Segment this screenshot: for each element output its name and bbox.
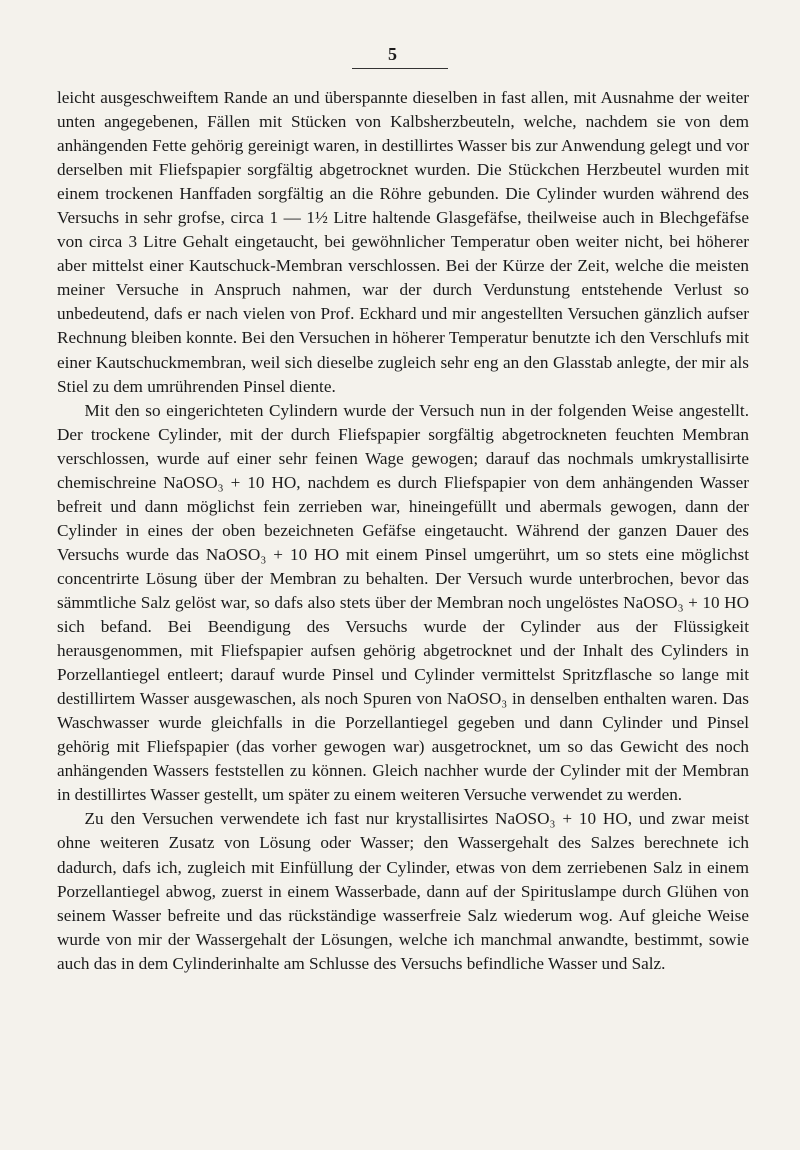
body-text [57,86,749,976]
paragraph-2: Mit den so eingerichteten Cylindern wurde der Versuch nun in der folgenden Weise angestellt. Der trockene Cylinder, mit der durch Fliefspapier sorgfältig abgetrockneten feuchten Membran verschlossen, wurde auf einer sehr feinen Wage gewogen; darauf das nochmals umkrystallisirte chemischreine NaOSO₃ + 10 HO, nachdem es durch Fliefspapier von dem anhängenden Wasser befreit und dann möglichst fein zerrieben war, hineingefüllt und abermals gewogen, dann der Cylinder in eines der oben bezeichneten Gefäfse eingetaucht. Während der ganzen Dauer des Versuchs wurde das NaOSO₃ + 10 HO mit einem Pinsel umgerührt, um so stets eine möglichst concentrirte Lösung über der Membran zu behalten. Der Versuch wurde unterbrochen, bevor das sämmtliche Salz gelöst war, so dafs also stets über der Membran noch ungelöstes NaOSO₃ + 10 HO sich befand. Bei Beendigung des Versuchs wurde der Cylinder aus der Flüssigkeit herausgenommen, mit Fliefspapier aufsen gehörig abgetrocknet und der Inhalt des Cylinders in Porzellantiegel entleert; darauf wurde Pinsel und Cylinder vermittelst Spritzflasche so lange mit destillirtem Wasser ausgewaschen, als noch Spuren von NaOSO₃ in denselben enthalten waren. Das Waschwasser wurde gleichfalls in die Porzellantiegel gegeben und dann Cylinder und Pinsel gehörig mit Fliefspapier (das vorher gewogen war) ausgetrocknet, um so das Gewicht des noch anhängenden Wassers feststellen zu können. Gleich nachher wurde der Cylinder mit der Membran in destillirtes Wasser gestellt, um später zu einem weiteren Versuche verwendet zu werden. [57,400,749,805]
header-rule [352,68,448,69]
paragraph-1: leicht ausgeschweiftem Rande an und überspannte dieselben in fast allen, mit Ausnahme der weiter unten angegebenen, Fällen mit Stücken von Kalbsherzbeuteln, welche, nachdem sie von dem anhängenden Fette gehörig gereinigt waren, in destillirtes Wasser bis zur Anwendung gelegt und vor derselben mit Fliefspapier sorgfältig abgetrocknet wurden. Die Stückchen Herzbeutel wurden mit einem trockenen Hanffaden sorgfältig an die Röhre gebunden. Die Cylinder wurden während des Versuchs in sehr grofse, circa 1 — 1½ Litre haltende Glasgefäfse, theilweise auch in Blechgefäfse von circa 3 Litre Gehalt eingetaucht, bei gewöhnlicher Temperatur oben weiter nicht, bei höherer aber mittelst einer Kautschuck-Membran verschlossen. Bei der Kürze der Zeit, welche die meisten meiner Versuche in Anspruch nahmen, war der durch Verdunstung entstehende Verlust so unbedeutend, dafs er nach vielen von Prof. Eckhard und mir angestellten Versuchen gänzlich aufser Rechnung bleiben konnte. Bei den Versuchen in höherer Temperatur benutzte ich den Verschlufs mit einer Kautschuckmembran, weil sich dieselbe zugleich sehr eng an den Glasstab anlegte, der mir als Stiel zu dem umrührenden Pinsel diente. [57,88,749,396]
page-number: 5 [388,44,398,64]
paragraph-3: Zu den Versuchen verwendete ich fast nur krystallisirtes NaOSO₃ + 10 HO, und zwar meist ohne weiteren Zusatz von Lösung oder Wasser; den Wassergehalt des Salzes berechnete ich dadurch, dafs ich, zugleich mit Einfüllung der Cylinder, etwas von dem zerriebenen Salz in einem Porzellantiegel abwog, zuerst in einem Wasserbade, dann auf der Spirituslampe durch Glühen von seinem Wasser befreite und das rückständige wasserfreie Salz wiederum wog. Auf gleiche Weise wurde von mir der Wassergehalt der Lösungen, welche ich manchmal anwandte, bestimmt, sowie auch das in dem Cylinderinhalte am Schlusse des Versuchs befindliche Wasser und Salz. [57,809,749,973]
